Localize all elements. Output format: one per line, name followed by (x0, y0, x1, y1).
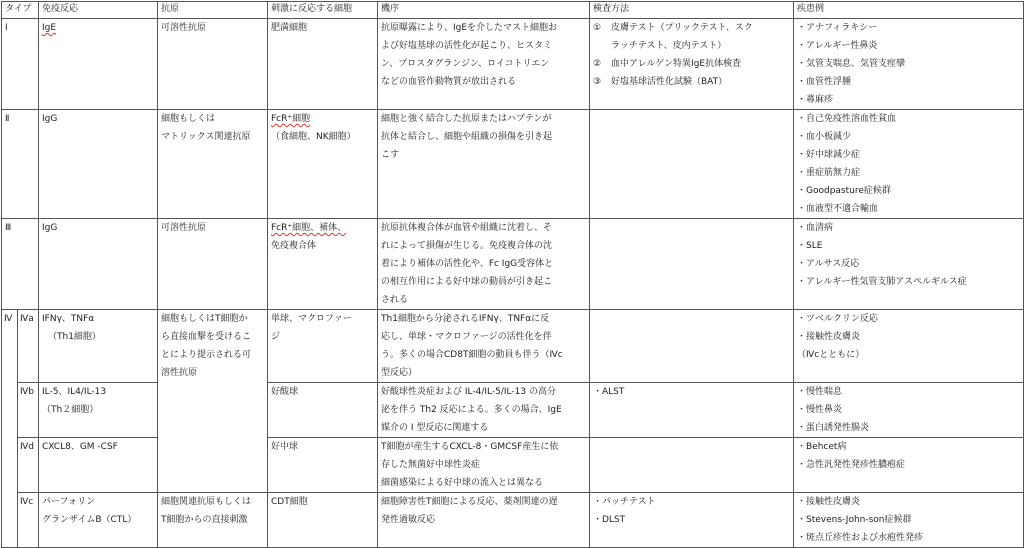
mechanism-line: ン、プロスタグランジン、ロイコトリエン (381, 59, 550, 69)
diseases-cell (794, 310, 1024, 383)
antigen-cell (158, 110, 268, 219)
table-row-type3 (2, 219, 1024, 310)
cell-line: FcR⁺細胞 (271, 114, 311, 124)
immune-cell (39, 19, 158, 110)
disease-item: ・蕁麻疹 (797, 95, 834, 105)
cell-cell (268, 383, 378, 438)
immune-text: IgE (42, 23, 57, 33)
table-row-type2 (2, 110, 1024, 219)
immune-cell: IgG (39, 110, 158, 219)
antigen-line: T細胞からの直接刺激 (161, 515, 248, 525)
disease-item: ・SLE (797, 241, 823, 251)
mechanism-line: 細胞と強く結合した抗原またはハプテンが (381, 114, 552, 124)
antigen-line: 細胞もしくは (161, 114, 216, 124)
test-item: ・DLST (593, 515, 626, 525)
immune-line: CXCL8、GM -CSF (42, 442, 118, 452)
subtype-cell: Ⅳc (18, 493, 39, 548)
cell-line: 好酸球 (271, 387, 299, 397)
immune-cell: IgG (39, 219, 158, 310)
mechanism-line: Th1細胞から分泌されるIFNγ、TNFαに反 (381, 314, 550, 324)
table-row-type1 (2, 19, 1024, 110)
header-mechanism: 機序 (378, 2, 590, 19)
mechanism-line: れによって損傷が生じる。免疫複合体の沈 (381, 241, 553, 251)
mechanism-line: 型反応） (381, 368, 418, 378)
mechanism-line: される (381, 295, 409, 305)
header-row (2, 2, 1024, 19)
mechanism-line: よび好塩基球の活性化が起こり、ヒスタミ (381, 41, 553, 51)
cell-cell (268, 110, 378, 219)
immune-line: IFNγ、TNFα (42, 314, 95, 324)
mechanism-line: 抗原曝露により、IgEを介したマスト細胞お (381, 23, 558, 33)
immune-line: グランザイムB（CTL） (42, 515, 137, 525)
table-row-type4a (2, 310, 1024, 383)
disease-item: ・Behcet病 (797, 442, 847, 452)
antigen-line: 可溶性抗原 (161, 23, 207, 33)
disease-item: ・Goodpasture症候群 (797, 186, 891, 196)
header-diseases: 疾患例 (794, 2, 1024, 19)
test-item (593, 55, 790, 73)
mechanism-line: などの血管作動物質が放出される (381, 77, 517, 87)
cell-line: ジ (271, 332, 281, 342)
disease-item: ・アナフィラキシー (797, 23, 878, 33)
antigen-cell (158, 19, 268, 110)
type-cell: Ⅱ (2, 110, 39, 219)
type-cell: Ⅲ (2, 219, 39, 310)
antigen-cell (158, 310, 268, 493)
header-antigen: 抗原 (158, 2, 268, 19)
cell-line: FcR⁺細胞、補体、 (271, 223, 347, 233)
antigen-line: マトリックス関連抗原 (161, 132, 251, 142)
immune-line: （Th1細胞） (48, 332, 101, 342)
diseases-cell (794, 19, 1024, 110)
header-type: タイプ (2, 2, 39, 19)
disease-item: ・斑点丘疹性および水疱性発疹 (797, 533, 924, 543)
hypersensitivity-table (1, 1, 1024, 548)
antigen-line: ら直接血撃を受けるこ (161, 332, 252, 342)
diseases-cell (794, 383, 1024, 438)
disease-item: ・アルサス反応 (797, 259, 860, 269)
test-item (593, 73, 790, 91)
tests-cell (590, 383, 794, 438)
mechanism-line: 媒介の I 型反応に関連する (381, 423, 489, 433)
disease-item: ・血清病 (797, 223, 834, 233)
mechanism-cell (378, 383, 590, 438)
disease-item: ・蛋白誘発性腸炎 (797, 423, 870, 433)
mechanism-line: 泌を伴う Th2 反応による。多くの場合、IgE (381, 405, 562, 415)
immune-cell (39, 438, 158, 493)
mechanism-cell (378, 310, 590, 383)
disease-item: ・Stevens-John-son症候群 (797, 515, 912, 525)
test-item: ・ALST (593, 387, 625, 397)
mechanism-line: 応し、単球・マクロファージの活性化を伴 (381, 332, 552, 342)
tests-cell (590, 310, 794, 383)
mechanism-line: の相互作用による好中球の動員が引き起こ (381, 277, 553, 287)
immune-cell (39, 383, 158, 438)
test-item: ・パッチテスト (593, 497, 656, 507)
cell-line: CDT細胞 (271, 497, 308, 507)
disease-item: ・ツベルクリン反応 (797, 314, 878, 324)
disease-item: ・血液型不適合輸血 (797, 204, 879, 214)
cell-line: 免疫複合体 (271, 241, 317, 251)
disease-item: ・接触性皮膚炎 (797, 332, 861, 342)
header-cell: 刺激に反応する細胞 (268, 2, 378, 19)
mechanism-line: 細菌感染による好中球の流入とは異なる (381, 478, 544, 488)
disease-item: ・重症筋無力症 (797, 168, 861, 178)
tests-cell (590, 110, 794, 219)
disease-item: ・アレルギー性気管支肺アスペルギルス症 (797, 277, 967, 287)
cell-line: （食細胞、NK細胞） (271, 132, 356, 142)
immune-line: IL-5、IL4/IL-13 (42, 387, 107, 397)
table-row-type4d (2, 438, 1024, 493)
antigen-cell (158, 493, 268, 548)
disease-item: ・自己免疫性溶血性貧血 (797, 114, 897, 124)
table-row-type4c (2, 493, 1024, 548)
immune-cell (39, 310, 158, 383)
mechanism-line: T細胞が産生するCXCL-8・GMCSF産生に依 (381, 442, 559, 452)
type-cell: Ⅰ (2, 19, 39, 110)
mechanism-line: 抗体と結合し、細胞や組織の損傷を引き起 (381, 132, 553, 142)
cell-line: 単球、マクロファー (271, 314, 352, 324)
antigen-cell (158, 219, 268, 310)
mechanism-line: う。多くの場合CD8T細胞の動員も伴う（Ⅳc (381, 350, 563, 360)
immune-line: （Th２細胞） (42, 405, 99, 415)
diseases-cell (794, 219, 1024, 310)
subtype-cell: Ⅳb (18, 383, 39, 438)
subtype-cell: Ⅳa (18, 310, 39, 383)
test-text: 血中アレルゲン特異IgE抗体検査 (611, 59, 742, 69)
disease-item: （Ⅳcとともに） (797, 350, 865, 360)
tests-cell (590, 19, 794, 110)
header-tests: 検査方法 (590, 2, 794, 19)
mechanism-line: 存した無菌好中球性炎症 (381, 460, 481, 470)
test-number: ① (593, 23, 602, 33)
antigen-line: 可溶性抗原 (161, 223, 207, 233)
tests-cell (590, 438, 794, 493)
tests-cell (590, 493, 794, 548)
antigen-line: 溶性抗原 (161, 368, 198, 378)
mechanism-line: 好酸球性炎症および IL-4/IL-5/IL-13 の高分 (381, 387, 556, 397)
mechanism-cell (378, 110, 590, 219)
mechanism-line: 抗原抗体複合体が血管や組織に沈着し、そ (381, 223, 553, 233)
test-number: ③ (593, 77, 602, 87)
cell-cell (268, 438, 378, 493)
mechanism-line: こす (381, 150, 400, 160)
disease-item: ・気管支喘息、気管支痙攣 (797, 59, 906, 69)
antigen-line: とにより提示される可 (161, 350, 252, 360)
mechanism-cell (378, 438, 590, 493)
tests-cell (590, 219, 794, 310)
mechanism-line: 細胞障害性T細胞による反応、薬剤関連の遅 (381, 497, 558, 507)
test-number: ② (593, 59, 602, 69)
test-text: 好塩基球活性化試験（BAT） (611, 77, 728, 87)
immune-line: パーフォリン (42, 497, 96, 507)
disease-item: ・慢性喘息 (797, 387, 843, 397)
test-item (593, 19, 790, 37)
type-cell: Ⅳ (2, 310, 18, 548)
cell-cell (268, 493, 378, 548)
mechanism-cell (378, 493, 590, 548)
disease-item: ・接触性皮膚炎 (797, 497, 861, 507)
test-item-cont (593, 37, 790, 55)
disease-item: ・血管性浮腫 (797, 77, 852, 87)
diseases-cell (794, 493, 1024, 548)
cell-cell (268, 310, 378, 383)
mechanism-line: 発性過敏反応 (381, 515, 436, 525)
cell-cell (268, 19, 378, 110)
mechanism-cell (378, 219, 590, 310)
cell-line: 肥満細胞 (271, 23, 308, 33)
antigen-line: 細胞もしくはT細胞か (161, 314, 248, 324)
immune-cell (39, 493, 158, 548)
mechanism-cell (378, 19, 590, 110)
disease-item: ・好中球減少症 (797, 150, 861, 160)
disease-item: ・アレルギー性鼻炎 (797, 41, 878, 51)
cell-line: 好中球 (271, 442, 299, 452)
test-text: 皮膚テスト（プリックテスト、スク (611, 23, 753, 33)
test-text: ラッチテスト、皮内テスト） (611, 41, 727, 51)
diseases-cell (794, 110, 1024, 219)
disease-item: ・慢性鼻炎 (797, 405, 843, 415)
antigen-line: 細胞関連抗原もしくは (161, 497, 252, 507)
subtype-cell: Ⅳd (18, 438, 39, 493)
diseases-cell (794, 438, 1024, 493)
disease-item: ・血小板減少 (797, 132, 852, 142)
cell-cell (268, 219, 378, 310)
disease-item: ・急性汎発性発疹性膿疱症 (797, 460, 906, 470)
table-row-type4b (2, 383, 1024, 438)
mechanism-line: 着により補体の活性化や、Fc IgG受容体と (381, 259, 554, 269)
header-immune: 免疫反応 (39, 2, 158, 19)
